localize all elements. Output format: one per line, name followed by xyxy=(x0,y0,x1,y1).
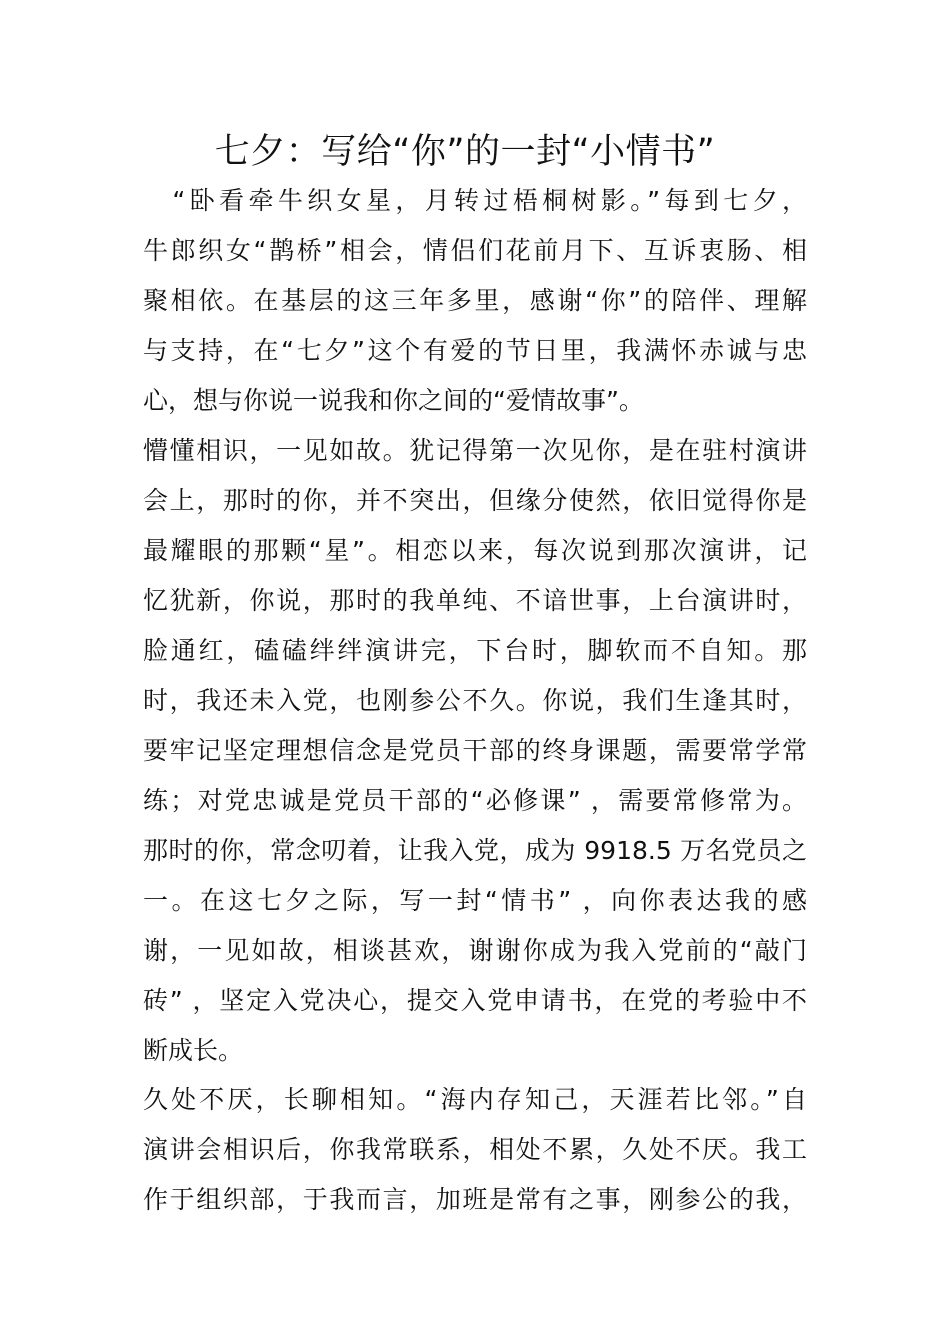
paragraph-line: “卧看牵牛织女星，月转过梧桐树影。”每到七夕， xyxy=(143,186,807,215)
paragraph-line: 忆犹新，你说，那时的我单纯、不谙世事，上台演讲时， xyxy=(143,586,807,615)
paragraph-line: 演讲会相识后，你我常联系，相处不累，久处不厌。我工 xyxy=(143,1135,807,1164)
paragraph-line: 那时的你，常念叨着，让我入党，成为 9918.5 万名党员之 xyxy=(143,836,807,865)
paragraph-line: 脸通红，磕磕绊绊演讲完，下台时，脚软而不自知。那 xyxy=(143,636,807,665)
paragraph-line: 时，我还未入党，也刚参公不久。你说，我们生逢其时， xyxy=(143,686,807,715)
document-title: 七夕：写给“你”的一封“小情书” xyxy=(214,132,716,172)
paragraph-line: 作于组织部，于我而言，加班是常有之事，刚参公的我， xyxy=(143,1185,807,1214)
paragraph-line: 久处不厌，长聊相知。“海内存知己，天涯若比邻。”自 xyxy=(143,1085,807,1114)
paragraph-line: 聚相依。在基层的这三年多里，感谢“你”的陪伴、理解 xyxy=(143,286,807,315)
paragraph-line: 心，想与你说一说我和你之间的“爱情故事”。 xyxy=(143,386,644,415)
paragraph-line: 与支持，在“七夕”这个有爱的节日里，我满怀赤诚与忠 xyxy=(143,336,807,365)
paragraph-line: 一。在这七夕之际，写一封“情书” ，向你表达我的感 xyxy=(143,886,807,915)
paragraph-line: 牛郎织女“鹊桥”相会，情侣们花前月下、互诉衷肠、相 xyxy=(143,236,807,265)
paragraph-line: 最耀眼的那颗“星”。相恋以来，每次说到那次演讲，记 xyxy=(143,536,807,565)
paragraph-line: 练；对党忠诚是党员干部的“必修课” ，需要常修常为。 xyxy=(143,786,807,815)
paragraph-line: 谢，一见如故，相谈甚欢，谢谢你成为我入党前的“敲门 xyxy=(143,936,807,965)
paragraph-line: 砖” ，坚定入党决心，提交入党申请书，在党的考验中不 xyxy=(143,986,807,1015)
paragraph-line: 要牢记坚定理想信念是党员干部的终身课题，需要常学常 xyxy=(143,736,807,765)
paragraph-line: 懵懂相识，一见如故。犹记得第一次见你，是在驻村演讲 xyxy=(143,436,807,465)
paragraph-line: 断成长。 xyxy=(143,1036,244,1065)
paragraph-line: 会上，那时的你，并不突出，但缘分使然，依旧觉得你是 xyxy=(143,486,807,515)
